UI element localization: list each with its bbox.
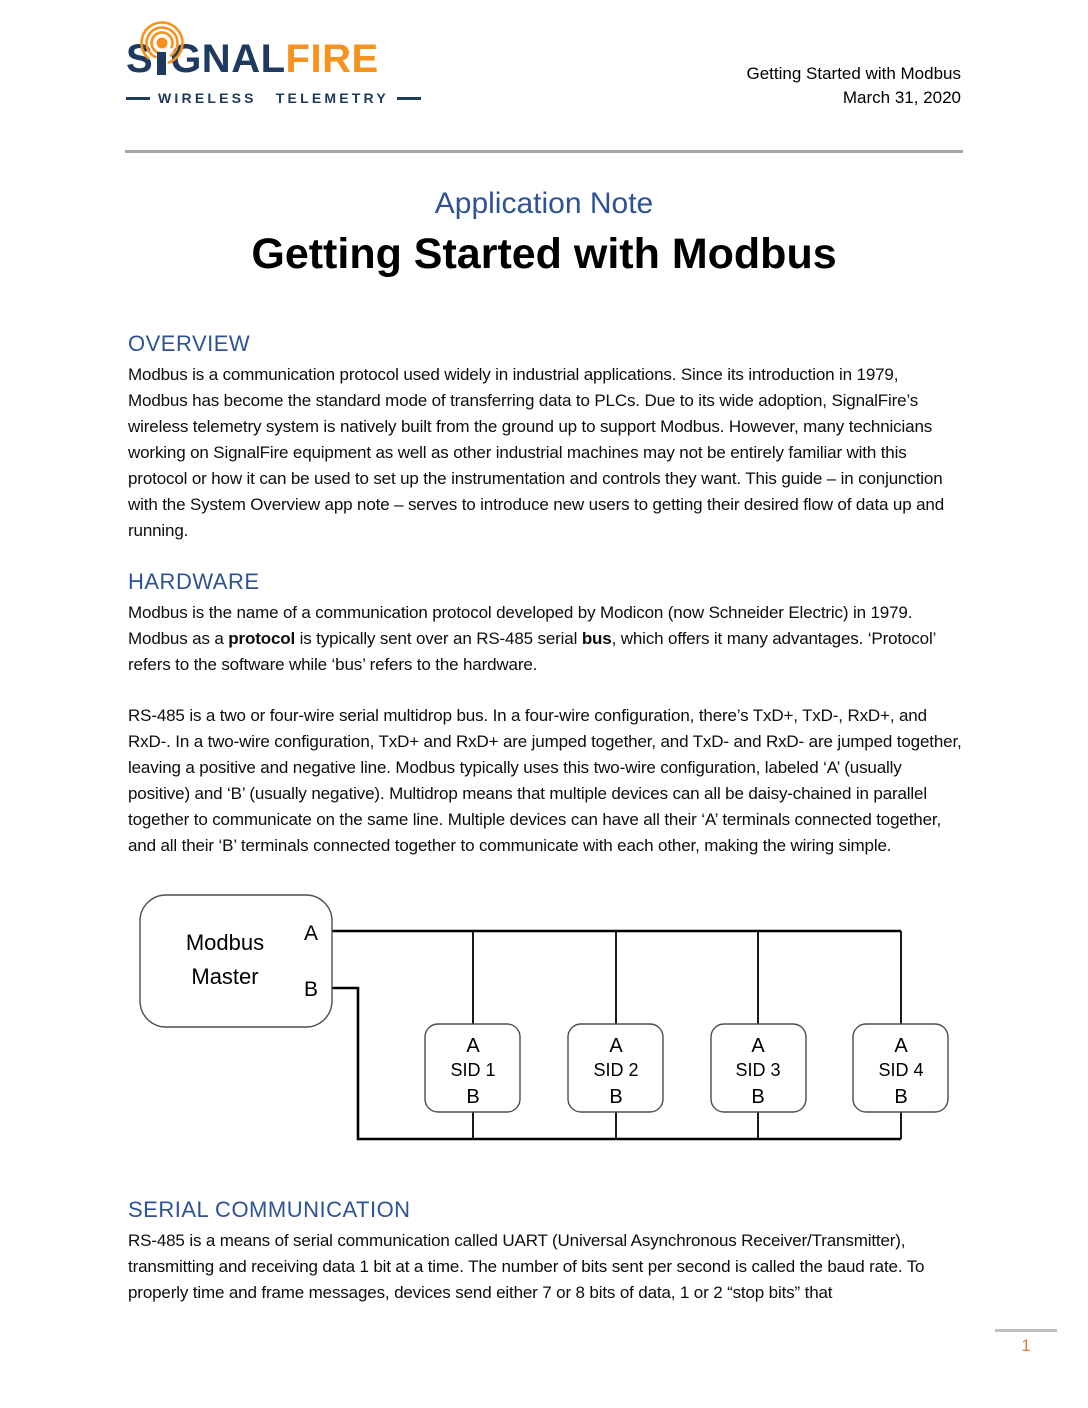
sid4-terminal-a: A — [894, 1035, 908, 1057]
content-column — [128, 331, 962, 1331]
sid4-terminal-b: B — [894, 1086, 908, 1108]
sid2-terminal-b: B — [609, 1086, 623, 1108]
device-sid2 — [568, 1024, 663, 1112]
header-doc-title: Getting Started with Modbus — [746, 64, 961, 83]
device-sid4 — [853, 1024, 948, 1112]
hardware-paragraph-2: RS-485 is a two or four-wire serial multidrop bus. In a four-wire configuration, there’s TxD+, TxD-, RxD+, and RxD-. In a two-wire configuration, TxD+ and RxD+ are jumped together, and TxD- and RxD- are jumped together, leaving a positive and negative line. Modbus typically uses this two-wire configuration, labeled ‘A’ (usually positive) and ‘B’ (usually negative). Multidrop means that multiple devices can all be daisy-chained in parallel together to communicate on the same line. Multiple devices can have all their ‘A’ terminals connected together, and all their ‘B’ terminals connected together to communicate with each other, making the wiring simple. — [128, 706, 962, 855]
hardware-p1-seg1: Modbus is the name of a communication protocol developed by Modicon (now Schneider Electric) in 1979. Modbus as a — [128, 603, 913, 648]
sid3-terminal-a: A — [751, 1035, 765, 1057]
master-label-line2: Master — [191, 964, 259, 989]
logo-text-gnal: GNAL — [170, 37, 286, 81]
sid3-terminal-b: B — [751, 1086, 765, 1108]
master-terminal-a: A — [303, 922, 319, 945]
logo-wordmark — [126, 36, 426, 82]
master-label-line1: Modbus — [185, 930, 265, 955]
tagline-dash-left — [126, 97, 150, 100]
serial-communication-heading: SERIAL COMMUNICATION — [128, 1197, 411, 1222]
hardware-paragraph-1 — [128, 600, 962, 678]
overview-paragraph: Modbus is a communication protocol used widely in industrial applications. Since its introduction in 1979, Modbus has become the standard mode of transferring data to PLCs. Due to its wide adoption, SignalFire’s wireless telemetry system is natively built from the ground up to support Modbus. However, many technicians working on SignalFire equipment as well as other industrial machines may not be entirely familiar with this protocol or how it can be used to set up the instrumentation and controls they want. This guide – in conjunction with the System Overview app note – serves to introduce new users to getting their desired flow of data up and running. — [128, 365, 945, 540]
sid3-label: SID 3 — [735, 1060, 781, 1080]
hardware-heading: HARDWARE — [128, 569, 260, 594]
device-sid3 — [711, 1024, 806, 1112]
overview-heading: OVERVIEW — [128, 331, 251, 356]
hardware-p1-seg2: is typically sent over an RS-485 serial — [295, 629, 582, 648]
title-block — [0, 186, 1088, 280]
modbus-master-box — [140, 895, 332, 1027]
logo-letter-i — [153, 36, 170, 82]
hardware-p1-bold-bus: bus — [581, 629, 612, 648]
page-title: Getting Started with Modbus — [251, 230, 837, 278]
modbus-bus-diagram — [128, 888, 960, 1174]
sid2-label: SID 2 — [593, 1060, 639, 1080]
logo-tagline-row — [126, 90, 426, 106]
sid1-terminal-b: B — [466, 1086, 480, 1108]
hardware-p1-seg3: , which offers it many advantages. ‘Protocol’ refers to the software while ‘bus’ refers to the hardware. — [128, 629, 936, 674]
logo-text-fire: FIRE — [285, 37, 379, 81]
header-meta — [746, 62, 961, 110]
sid4-label: SID 4 — [878, 1060, 924, 1080]
tagline-dash-right — [397, 97, 421, 100]
device-sid1 — [425, 1024, 520, 1112]
page-number: 1 — [1021, 1336, 1031, 1355]
header-rule — [125, 150, 963, 153]
sid1-label: SID 1 — [450, 1060, 496, 1080]
sid1-terminal-a: A — [466, 1035, 480, 1057]
sid2-terminal-a: A — [609, 1035, 623, 1057]
logo-tagline: WIRELESS TELEMETRY — [158, 90, 389, 106]
logo-i-stem — [157, 52, 166, 75]
header-doc-date: March 31, 2020 — [842, 88, 961, 107]
app-note-kicker: Application Note — [434, 187, 654, 220]
page-footer — [995, 1329, 1057, 1356]
master-terminal-b: B — [303, 978, 319, 1001]
hardware-p1-bold-protocol: protocol — [228, 629, 296, 648]
logo-text-s: S — [126, 37, 154, 81]
serial-paragraph: RS-485 is a means of serial communication called UART (Universal Asynchronous Receiver/Transmitter), transmitting and receiving data 1 bit at a time. The number of bits sent per second is called the baud rate. To properly time and frame messages, devices send either 7 or 8 bits of data, 1 or 2 “stop bits” that — [128, 1231, 925, 1302]
signalfire-logo — [126, 36, 426, 106]
